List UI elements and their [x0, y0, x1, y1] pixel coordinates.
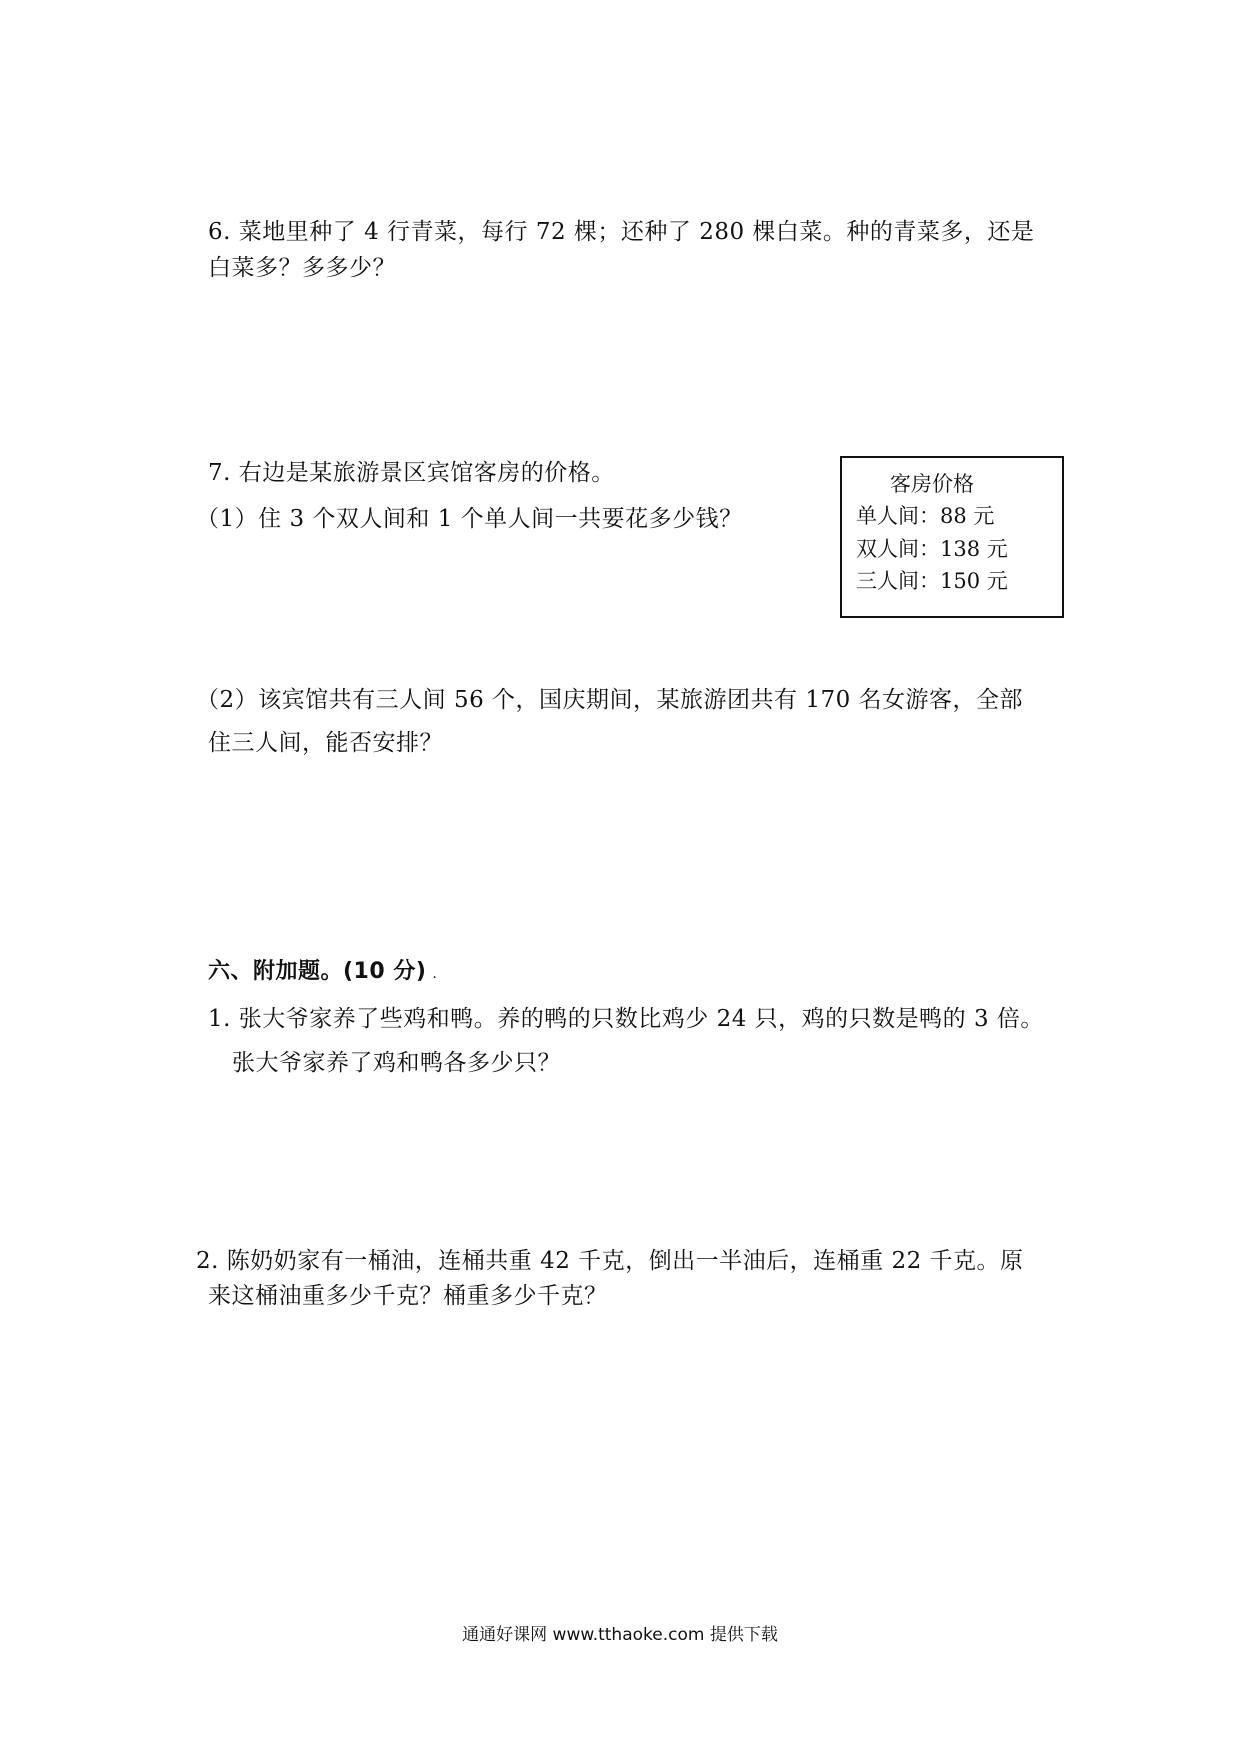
q7-part-2-line-2: 住三人间，能否安排？ [208, 730, 443, 756]
price-single-room: 单人间：88 元 [856, 504, 995, 528]
footer-credit: 通通好课网 www.tthaoke.com 提供下载 [462, 1625, 778, 1645]
price-triple-room: 三人间：150 元 [856, 569, 1008, 593]
bonus-q2-line-1: 2. 陈奶奶家有一桶油，连桶共重 42 千克，倒出一半油后，连桶重 22 千克。原 [196, 1248, 1024, 1274]
price-table-title: 客房价格 [890, 472, 974, 496]
section-heading [208, 956, 437, 990]
q6-line-2: 白菜多？多多少？ [208, 255, 396, 281]
bonus-q1-line-1: 1. 张大爷家养了些鸡和鸭。养的鸭的只数比鸡少 24 只，鸡的只数是鸭的 3 倍。 [208, 1006, 1044, 1032]
q7-part-1: （1）住 3 个双人间和 1 个单人间一共要花多少钱？ [196, 506, 743, 532]
q7-part-2-line-1: （2）该宾馆共有三人间 56 个，国庆期间，某旅游团共有 170 名女游客，全部 [196, 687, 1024, 713]
q7-intro: 7. 右边是某旅游景区宾馆客房的价格。 [208, 460, 615, 486]
q6-line-1: 6. 菜地里种了 4 行青菜，每行 72 棵；还种了 280 棵白菜。种的青菜多，还是 [208, 219, 1035, 245]
section-heading-mark: . [432, 966, 438, 982]
section-heading-text: 六、附加题。(10 分) [208, 959, 427, 984]
price-double-room: 双人间：138 元 [856, 537, 1008, 561]
bonus-q2-line-2: 来这桶油重多少千克？桶重多少千克？ [208, 1283, 608, 1309]
price-table [840, 456, 1064, 618]
bonus-q1-line-2: 张大爷家养了鸡和鸭各多少只？ [232, 1050, 561, 1076]
